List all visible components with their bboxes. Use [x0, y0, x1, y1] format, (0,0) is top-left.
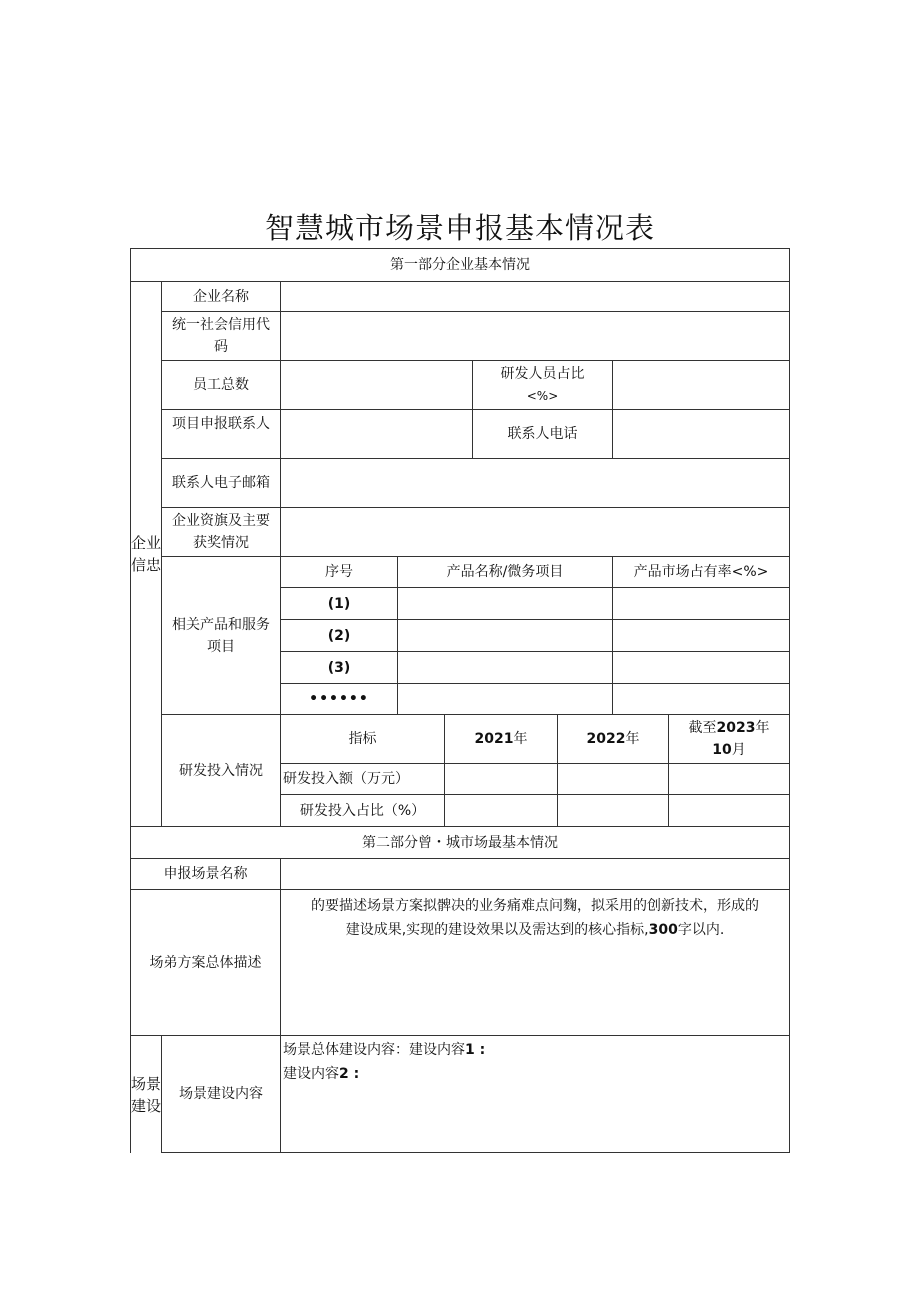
rd-staff-ratio-label	[472, 360, 612, 409]
contact-phone-label: 联系人电话	[472, 409, 612, 458]
product-row-name-field[interactable]	[397, 651, 612, 683]
scene-desc-field[interactable]	[280, 889, 789, 1035]
label-line: 企业资旗及主要	[172, 513, 270, 529]
part1-header: 第一部分企业基本情况	[130, 248, 789, 281]
contact-label: 项目申报联系人	[161, 409, 280, 458]
awards-field[interactable]	[280, 507, 789, 556]
section-side-label-company	[130, 281, 161, 826]
month-number: 10	[712, 742, 732, 758]
year-unit: 年	[513, 731, 528, 747]
table-border-right	[789, 248, 790, 1153]
col-text: 月	[731, 742, 746, 758]
products-col-seq: 序号	[280, 556, 397, 587]
products-col-name: 产品名称/微务项目	[397, 556, 612, 587]
product-row-seq: ••••••	[280, 683, 397, 714]
build-content-field[interactable]	[280, 1035, 789, 1152]
product-row-seq: (3)	[280, 651, 397, 683]
product-row-seq: (1)	[280, 587, 397, 619]
col-text: 截至	[688, 720, 717, 736]
products-col-share: 产品市场占有率<%>	[612, 556, 789, 587]
company-name-label: 企业名称	[161, 281, 280, 311]
contact-phone-field[interactable]	[612, 409, 789, 458]
label-line: 相关产品和服务	[172, 616, 270, 633]
hint-text: 字以内.	[677, 922, 725, 938]
label-line: 码	[214, 339, 228, 355]
scene-desc-hint-line: 的要描述场景方案拟髀决的业务痛难点问麴，拟采用的创新技术，形成的	[311, 898, 759, 914]
year-unit: 年	[625, 731, 640, 747]
rd-ratio-2021-field[interactable]	[444, 794, 557, 826]
label-line: 研发人员占比	[500, 366, 585, 382]
contact-email-field[interactable]	[280, 458, 789, 507]
rd-col-indicator: 指标	[280, 714, 444, 763]
build-number: 1 :	[465, 1042, 486, 1058]
year-number: 2023	[716, 720, 756, 736]
side-label-line: 企业	[131, 534, 162, 552]
awards-label	[161, 507, 280, 556]
credit-code-label	[161, 311, 280, 360]
product-row-share-field[interactable]	[612, 587, 789, 619]
build-number: 2 :	[339, 1066, 360, 1082]
rd-invest-label: 研发投入情况	[161, 714, 280, 826]
section-side-label-build	[130, 1035, 161, 1153]
rd-col-2022	[557, 714, 668, 763]
rd-ratio-2023-field[interactable]	[668, 794, 789, 826]
contact-email-label: 联系人电子邮箱	[161, 458, 280, 507]
products-label	[161, 556, 280, 714]
rd-row-amount-label: 研发投入额（万元）	[280, 763, 444, 794]
scene-desc-label: 场弟方案总体描述	[130, 889, 280, 1035]
year-number: 2022	[586, 731, 626, 747]
rd-ratio-2022-field[interactable]	[557, 794, 668, 826]
contact-field[interactable]	[280, 409, 472, 458]
rd-staff-ratio-field[interactable]	[612, 360, 789, 409]
scene-name-field[interactable]	[280, 858, 789, 889]
side-label-line: 信忠	[131, 556, 162, 574]
scene-desc-hint-line	[287, 918, 783, 942]
scene-name-label: 申报场景名称	[130, 858, 280, 889]
page-title: 智慧城市场景申报基本情况表	[264, 211, 655, 245]
label-line: <%>	[526, 389, 559, 403]
build-text: 建设内容	[283, 1066, 339, 1082]
build-line	[283, 1038, 485, 1062]
label-line: 统一社会信用代	[172, 317, 270, 333]
hint-number: 300	[648, 922, 678, 938]
year-number: 2021	[474, 731, 514, 747]
hint-text: 建设成果,实现的建设效果以及需达到的核心指标,	[345, 922, 649, 938]
side-label-line: 建设	[131, 1096, 162, 1115]
product-row-share-field[interactable]	[612, 683, 789, 714]
product-row-seq: (2)	[280, 619, 397, 651]
rd-col-2023	[668, 714, 789, 763]
application-form	[130, 248, 790, 1153]
rd-amount-2022-field[interactable]	[557, 763, 668, 794]
col-text: 年	[755, 720, 770, 736]
product-row-share-field[interactable]	[612, 619, 789, 651]
product-row-share-field[interactable]	[612, 651, 789, 683]
label-line: 获奖情况	[193, 535, 249, 551]
table-border-bottom	[161, 1152, 790, 1153]
product-row-name-field[interactable]	[397, 683, 612, 714]
employees-label: 员工总数	[161, 360, 280, 409]
credit-code-field[interactable]	[280, 311, 789, 360]
company-name-field[interactable]	[280, 281, 789, 311]
build-line	[283, 1062, 485, 1086]
build-content-label: 场景建设内容	[161, 1035, 280, 1152]
rd-amount-2021-field[interactable]	[444, 763, 557, 794]
product-row-name-field[interactable]	[397, 619, 612, 651]
side-label-line: 场景	[131, 1074, 162, 1093]
build-text: 场景总体建设内容：建设内容	[283, 1042, 465, 1058]
part2-header: 第二部分曾・城市场最基本情况	[130, 826, 789, 858]
rd-amount-2023-field[interactable]	[668, 763, 789, 794]
employees-field[interactable]	[280, 360, 472, 409]
product-row-name-field[interactable]	[397, 587, 612, 619]
rd-col-2021	[444, 714, 557, 763]
label-line: 项目	[207, 638, 235, 655]
rd-row-ratio-label: 研发投入占比（%）	[280, 794, 444, 826]
